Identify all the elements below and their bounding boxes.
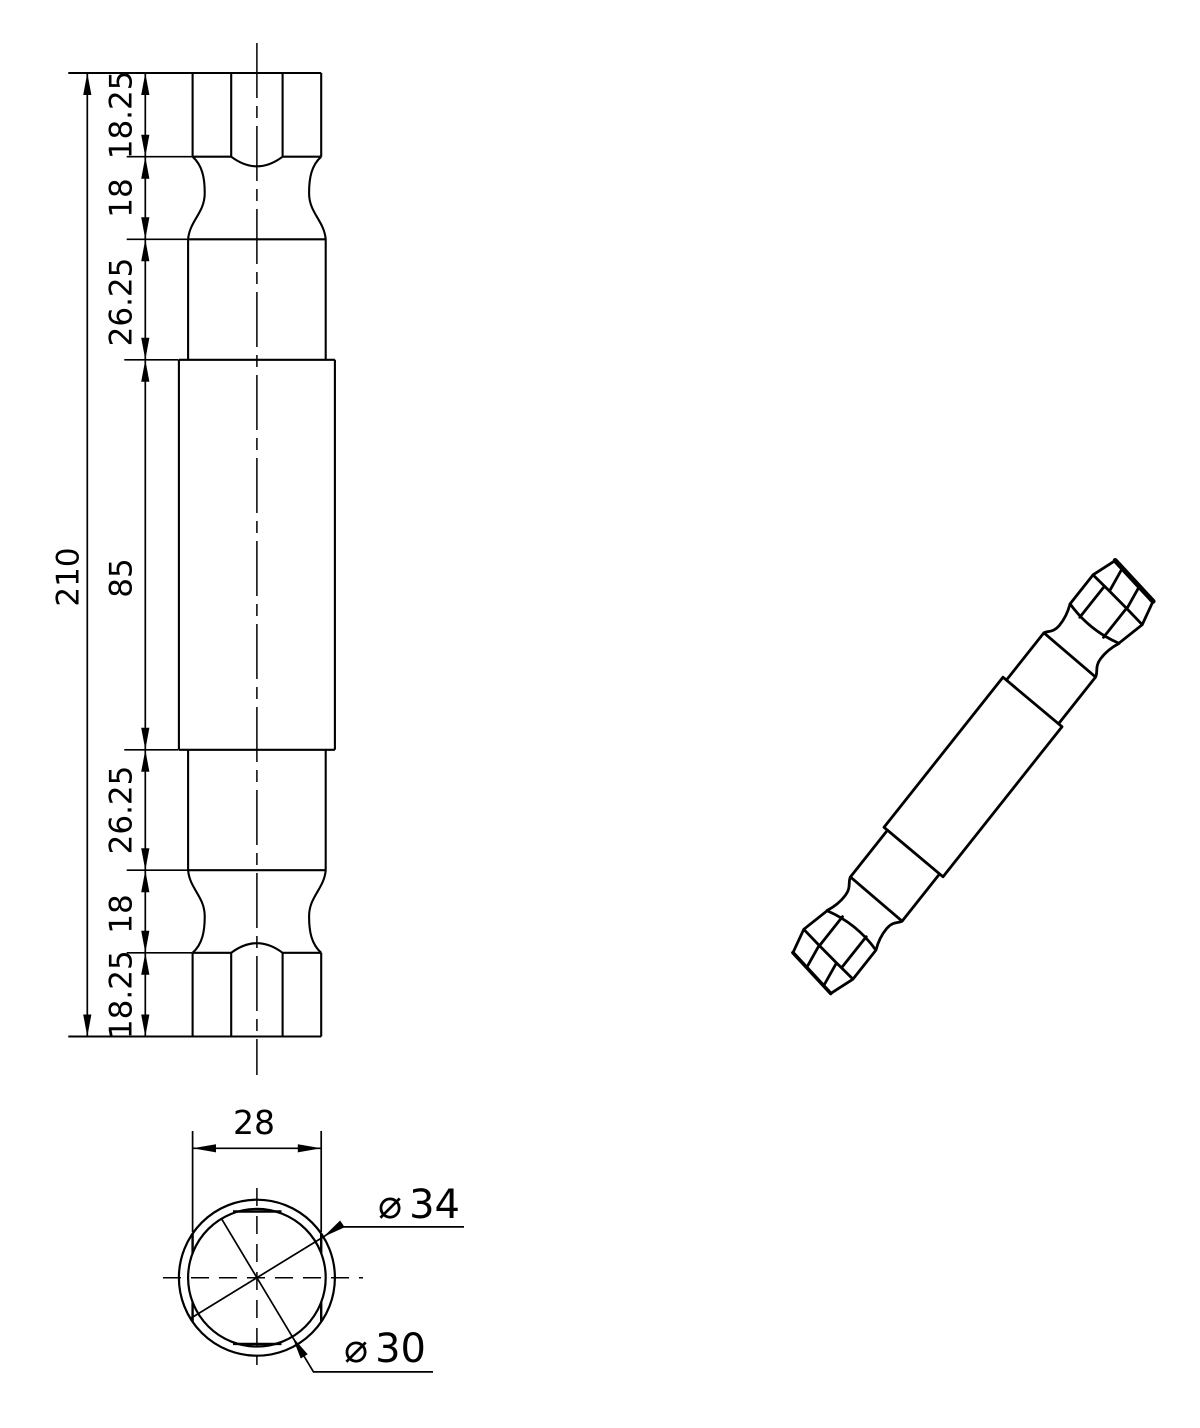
dia-30-label (344, 1326, 426, 1372)
dim-210-label: 210 (50, 547, 87, 607)
dia-34-symbol: ⌀ (378, 1182, 403, 1228)
chain-dim-label-26-25-bottom: 26.25 (103, 765, 140, 855)
dia-34-label (378, 1182, 460, 1228)
dim-diameter-34 (190, 1182, 464, 1319)
dia-34-value: 34 (409, 1182, 460, 1228)
iso-part-outline (783, 551, 1164, 1003)
dia-34-leader-line (190, 1227, 464, 1319)
chain-dim-label-26-25-top: 26.25 (103, 257, 140, 347)
chain-dim-label-18-bottom: 18 (103, 894, 140, 934)
chain-dim-label-18-top: 18 (103, 178, 140, 218)
chain-dim-label-85: 85 (103, 558, 140, 598)
dia-30-symbol: ⌀ (344, 1326, 369, 1372)
front-view (51, 43, 335, 1075)
dia-30-value: 30 (375, 1326, 426, 1372)
dia-34-arrowhead (323, 1221, 344, 1237)
bottom-view (163, 1103, 464, 1372)
chain-dim-label-18-25-bottom: 18.25 (103, 950, 140, 1040)
chain-dim-label-18-25-top: 18.25 (103, 70, 140, 160)
dim-overall-210 (51, 73, 92, 1037)
isometric-view (783, 551, 1164, 1003)
dim-28-label: 28 (233, 1103, 275, 1142)
